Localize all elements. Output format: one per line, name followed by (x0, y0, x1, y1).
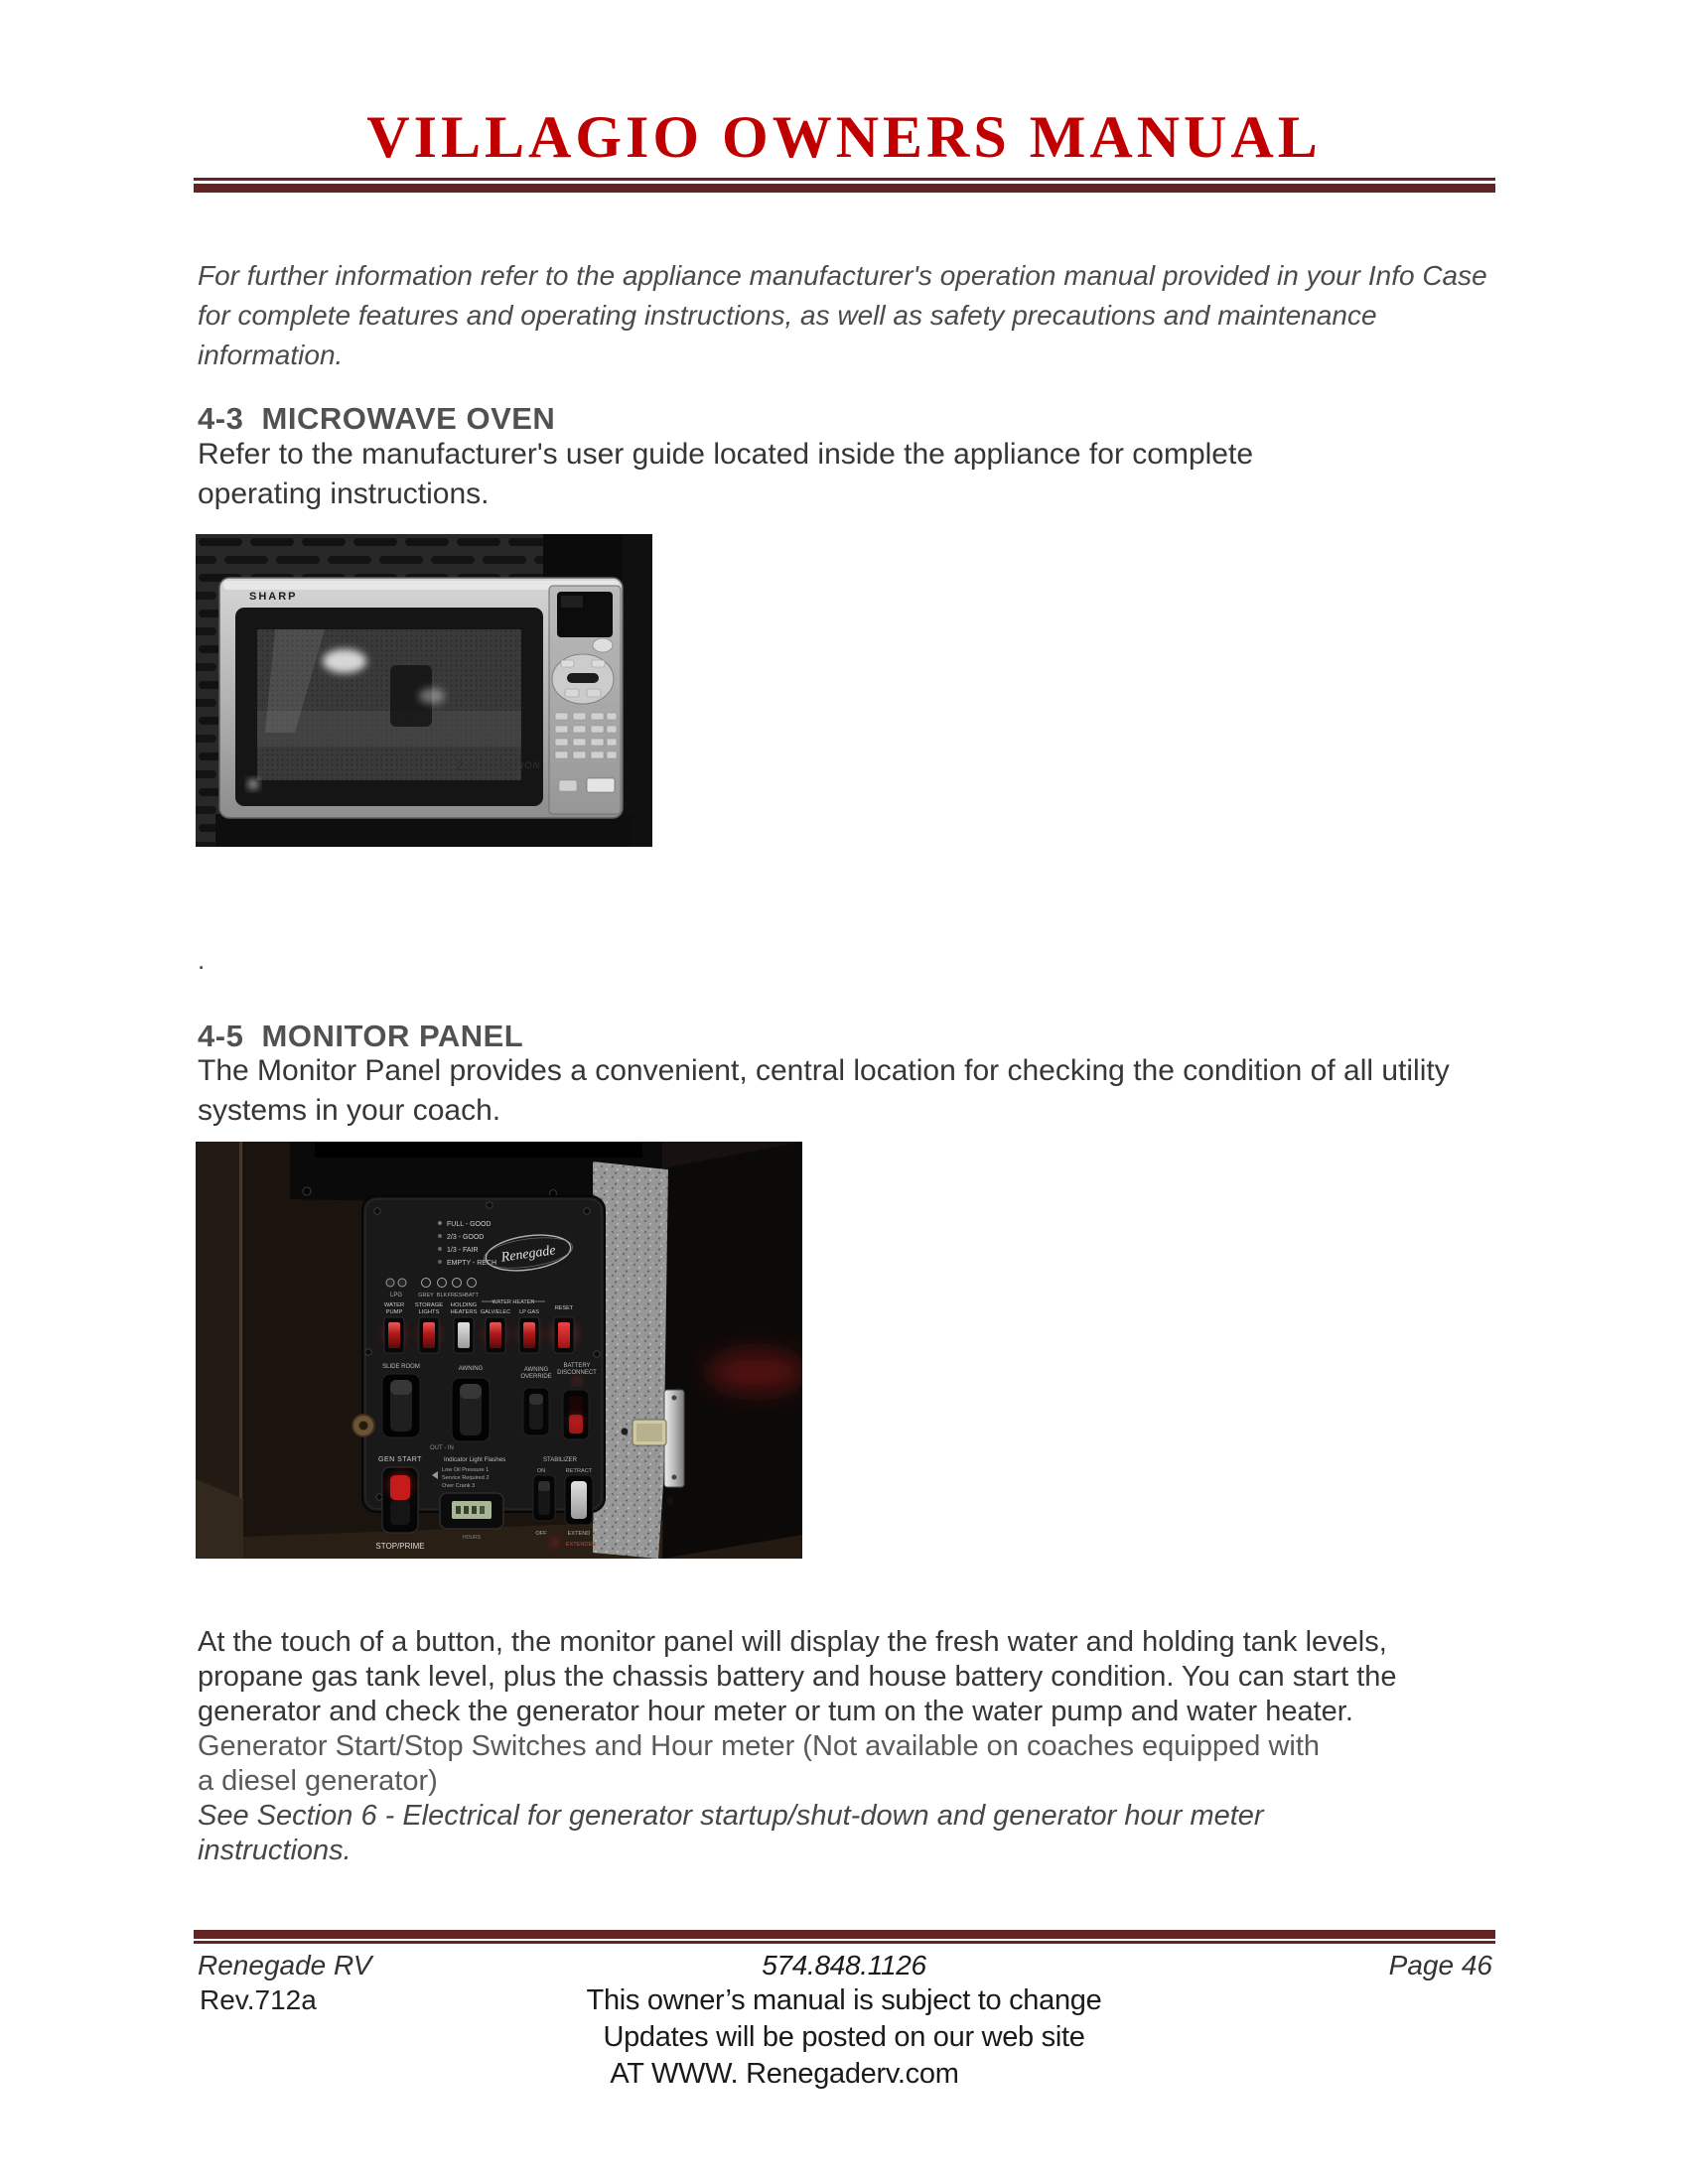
intro-line: for complete features and operating instructions, as well as safety precautions and maintenance (198, 300, 1377, 331)
svg-text:LPG: LPG (389, 1293, 403, 1298)
footer-phone: 574.848.1126 (762, 1950, 926, 1980)
footer-rule (194, 1930, 1495, 1944)
svg-text:FRESH: FRESH (447, 1293, 467, 1298)
monitor-panel-photo (196, 1142, 802, 1559)
microwave-dial-cluster (552, 654, 614, 704)
svg-text:HOURS: HOURS (462, 1535, 482, 1541)
svg-text:GEN START: GEN START (378, 1456, 422, 1463)
svg-text:PUMP: PUMP (385, 1309, 403, 1315)
svg-text:OFF: OFF (535, 1531, 547, 1537)
footer-rule-thin-line (194, 1941, 1495, 1944)
svg-text:CONVECTION: CONVECTION (468, 760, 541, 771)
monitor-paragraph-line: See Section 6 - Electrical for generator startup/shut-down and generator hour meter (198, 1800, 1264, 1832)
svg-text:SLIDE ROOM: SLIDE ROOM (382, 1364, 420, 1370)
svg-text:Service Required 2: Service Required 2 (442, 1475, 490, 1481)
footer-page-number: Page 46 (1388, 1950, 1492, 1980)
monitor-paragraph-line: generator and check the generator hour meter or tum on the water pump and water heater. (198, 1696, 1353, 1727)
footer-notice-line: Updates will be posted on our web site (603, 2021, 1085, 2053)
page-title: VILLAGIO OWNERS MANUAL (366, 104, 1322, 170)
svg-text:EMPTY - RECH: EMPTY - RECH (447, 1260, 497, 1267)
section-heading-microwave: 4-3 MICROWAVE OVEN (198, 401, 556, 436)
monitor-paragraph-line: instructions. (198, 1835, 352, 1866)
header-rule-thick-line (194, 184, 1495, 193)
svg-text:Low Oil Pressure 1: Low Oil Pressure 1 (442, 1467, 490, 1473)
svg-text:STABILIZER: STABILIZER (543, 1457, 577, 1463)
svg-text:WATER HEATER: WATER HEATER (492, 1299, 535, 1305)
microwave-control-panel (549, 586, 621, 814)
svg-text:Over Crank 3: Over Crank 3 (442, 1483, 476, 1489)
svg-text:BATTERY: BATTERY (563, 1363, 591, 1369)
svg-text:EXTEND: EXTEND (567, 1531, 591, 1537)
svg-text:Indicator Light Flashes: Indicator Light Flashes (444, 1456, 506, 1463)
svg-text:GALV/ELEC: GALV/ELEC (480, 1309, 511, 1315)
svg-text:RESET: RESET (554, 1305, 574, 1311)
svg-text:LIGHTS: LIGHTS (418, 1309, 440, 1315)
monitor-panel-plate (352, 1196, 605, 1551)
svg-text:EXTENDED: EXTENDED (565, 1542, 597, 1548)
monitor-paragraph-line: a diesel generator) (198, 1765, 438, 1797)
svg-text:ON: ON (536, 1468, 546, 1474)
svg-text:RETRACT: RETRACT (565, 1468, 593, 1474)
svg-text:DISCONNECT: DISCONNECT (557, 1370, 597, 1376)
out-in-label: OUT - IN (430, 1445, 454, 1451)
stray-period: . (198, 945, 206, 975)
footer-notice-line: This owner’s manual is subject to change (586, 1984, 1102, 2016)
footer-company: Renegade RV (198, 1950, 372, 1980)
sharp-logo: SHARP (249, 591, 298, 603)
svg-text:1/3 - FAIR: 1/3 - FAIR (447, 1247, 479, 1254)
svg-text:GREY: GREY (418, 1293, 434, 1298)
intro-line: For further information refer to the appliance manufacturer's operation manual provided in your Info Case (198, 260, 1487, 291)
footer-revision: Rev.712a (200, 1984, 317, 2015)
left-cabinet-door (196, 1142, 243, 1559)
footer-rule-thick-line (194, 1930, 1495, 1939)
svg-text:STOP/PRIME: STOP/PRIME (375, 1542, 425, 1551)
svg-text:HOLDING: HOLDING (450, 1302, 478, 1308)
monitor-paragraph-line: Generator Start/Stop Switches and Hour meter (Not available on coaches equipped with (198, 1730, 1321, 1762)
svg-text:2/3 - GOOD: 2/3 - GOOD (447, 1234, 485, 1241)
svg-text:LP GAS: LP GAS (519, 1309, 539, 1315)
battery-disconnect-led (574, 1378, 579, 1383)
svg-text:WATER: WATER (383, 1302, 405, 1308)
microwave-photo (196, 534, 652, 847)
svg-text:HEATERS: HEATERS (450, 1309, 478, 1315)
footer-notice-line: AT WWW. Renegaderv.com (610, 2058, 959, 2090)
svg-text:BLK: BLK (436, 1293, 448, 1298)
microwave-body-line: operating instructions. (198, 478, 490, 510)
monitor-paragraph-line: propane gas tank level, plus the chassis battery and house battery condition. You can start the (198, 1661, 1397, 1693)
svg-text:BATT: BATT (465, 1293, 479, 1298)
monitor-body-line: The Monitor Panel provides a convenient, central location for checking the condition of all utility (198, 1054, 1450, 1087)
section-heading-monitor: 4-5 MONITOR PANEL (198, 1019, 524, 1053)
right-cabinet-door (662, 1142, 802, 1559)
header-rule (194, 178, 1495, 193)
svg-text:OVERRIDE: OVERRIDE (520, 1374, 552, 1380)
svg-text:2: 2 (456, 758, 464, 773)
svg-text:Renegade: Renegade (499, 1243, 557, 1266)
monitor-body-line: systems in your coach. (198, 1094, 501, 1127)
microwave-door-window (235, 608, 543, 806)
svg-text:FULL - GOOD: FULL - GOOD (447, 1221, 492, 1228)
svg-text:AWNING: AWNING (458, 1366, 484, 1372)
microwave-oven (219, 578, 623, 818)
monitor-paragraph-line: At the touch of a button, the monitor panel will display the fresh water and holding tank levels, (198, 1626, 1387, 1658)
microwave-body-line: Refer to the manufacturer's user guide located inside the appliance for complete (198, 438, 1254, 471)
intro-line: information. (198, 340, 344, 370)
svg-text:STORAGE: STORAGE (414, 1302, 444, 1308)
svg-text:AWNING: AWNING (523, 1367, 549, 1373)
